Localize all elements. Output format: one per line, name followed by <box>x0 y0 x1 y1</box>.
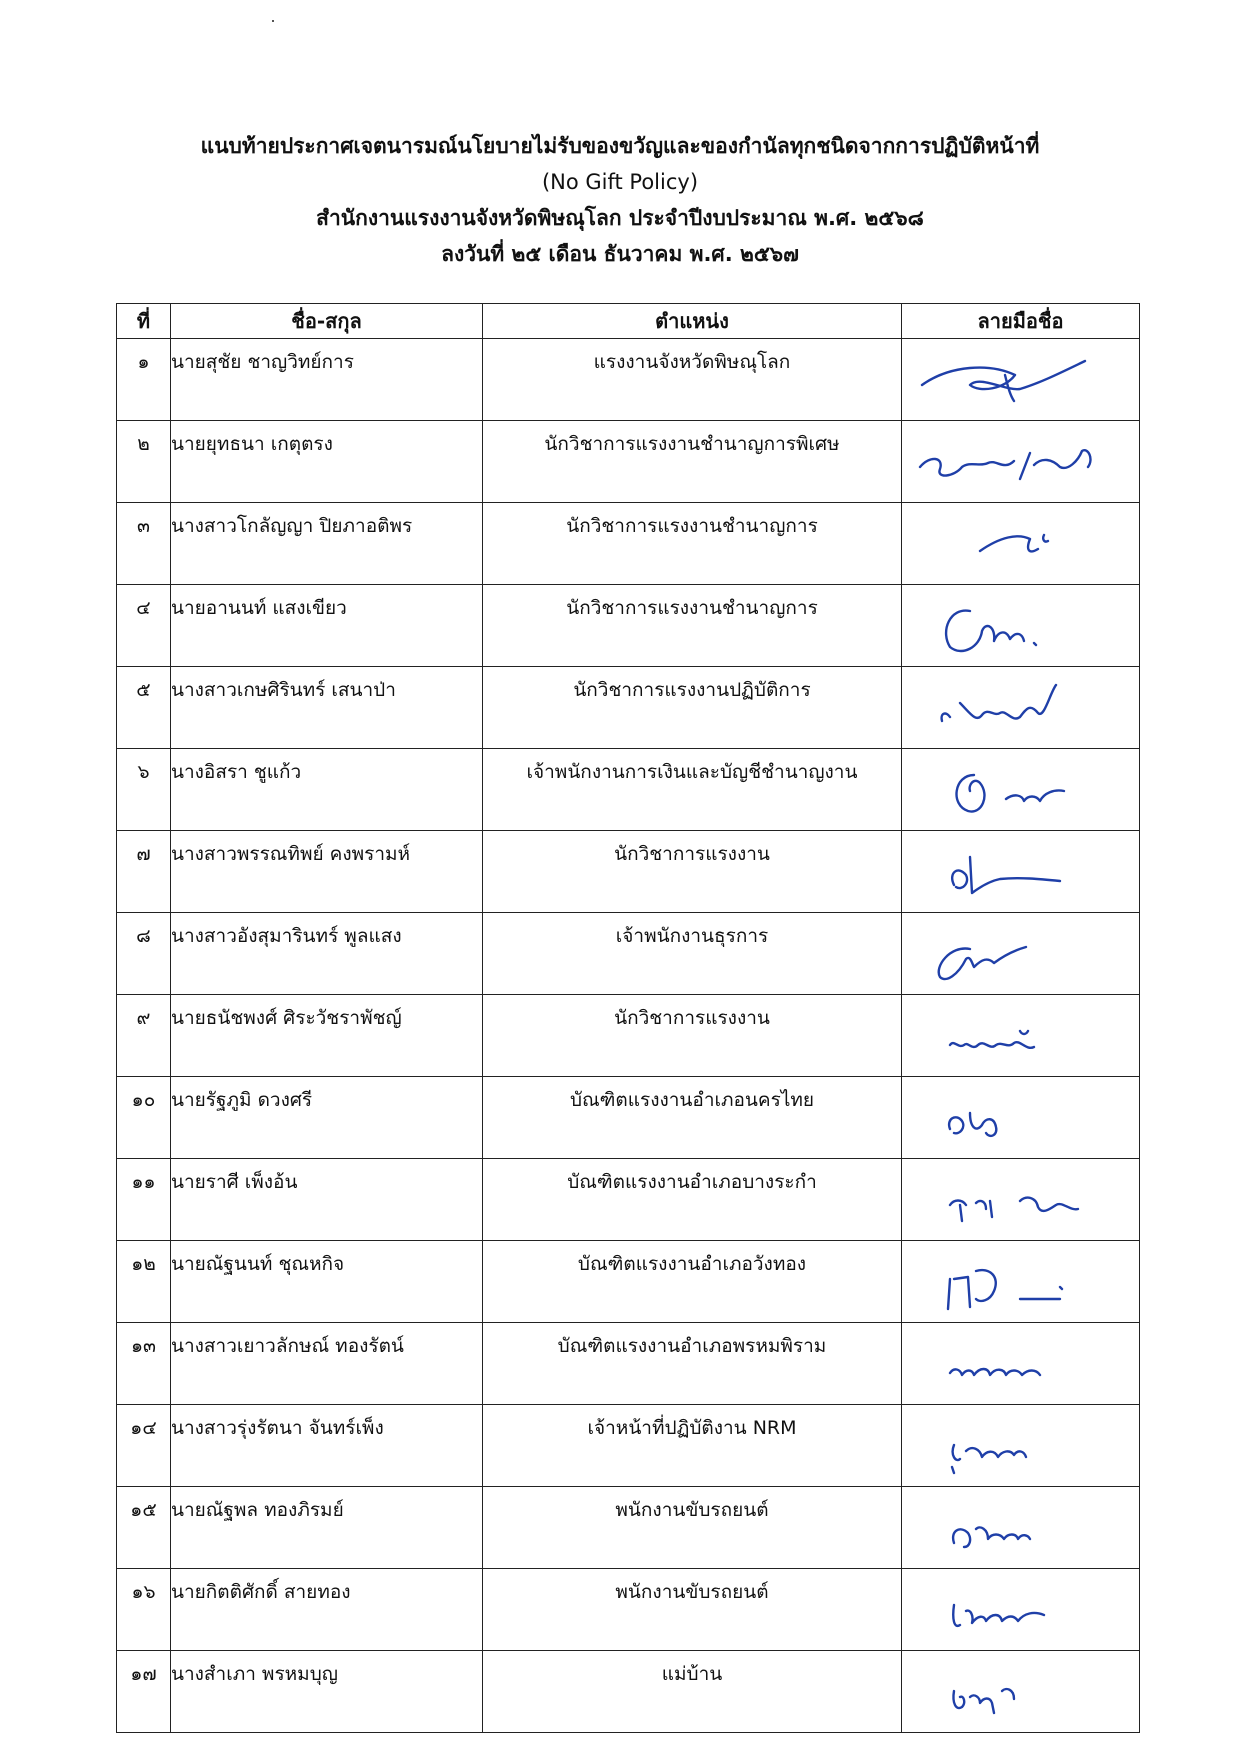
handwritten-signature <box>910 1083 1100 1149</box>
signature-cell <box>902 1651 1140 1733</box>
signature-cell <box>902 1569 1140 1651</box>
row-number: ๑๖ <box>117 1569 171 1651</box>
person-name: นางสาวอังสุมารินทร์ พูลแสง <box>171 913 483 995</box>
signature-stroke <box>946 611 1036 651</box>
row-number: ๔ <box>117 585 171 667</box>
person-position: แรงงานจังหวัดพิษณุโลก <box>483 339 902 421</box>
row-number: ๑๕ <box>117 1487 171 1569</box>
row-number: ๑๓ <box>117 1323 171 1405</box>
table-row <box>117 831 1140 913</box>
signature-stroke <box>953 1527 1030 1547</box>
signature-cell <box>902 913 1140 995</box>
signature-cell <box>902 995 1140 1077</box>
column-header-signature: ลายมือชื่อ <box>902 304 1140 339</box>
table-row <box>117 995 1140 1077</box>
signature-stroke <box>952 1445 1026 1473</box>
signature-stroke <box>939 947 1026 979</box>
header-policy-name: (No Gift Policy) <box>541 170 699 194</box>
scan-speck <box>272 20 274 22</box>
row-number: ๑๗ <box>117 1651 171 1733</box>
table-row <box>117 1405 1140 1487</box>
table-row <box>117 1159 1140 1241</box>
person-position: นักวิชาการแรงงาน <box>483 995 902 1077</box>
table-row <box>117 339 1140 421</box>
table-row <box>117 1651 1140 1733</box>
signature-stroke <box>949 1113 996 1136</box>
person-position: พนักงานขับรถยนต์ <box>483 1569 902 1651</box>
person-position: พนักงานขับรถยนต์ <box>483 1487 902 1569</box>
signature-cell <box>902 1487 1140 1569</box>
person-position: บัณฑิตแรงงานอำเภอบางระกำ <box>483 1159 902 1241</box>
row-number: ๑๔ <box>117 1405 171 1487</box>
handwritten-signature <box>910 1329 1100 1395</box>
person-position: นักวิชาการแรงงาน <box>483 831 902 913</box>
signature-stroke <box>950 1369 1040 1375</box>
person-position: บัณฑิตแรงงานอำเภอนครไทย <box>483 1077 902 1159</box>
person-position: เจ้าพนักงานการเงินและบัญชีชำนาญงาน <box>483 749 902 831</box>
header-title: แนบท้ายประกาศเจตนารมณ์นโยบายไม่รับของขวัญและของกำนัลทุกชนิดจากการปฏิบัติหน้าที่ <box>200 134 1040 158</box>
table-row <box>117 585 1140 667</box>
signature-stroke <box>950 1031 1034 1048</box>
person-position: เจ้าหน้าที่ปฏิบัติงาน NRM <box>483 1405 902 1487</box>
person-position: บัณฑิตแรงงานอำเภอพรหมพิราม <box>483 1323 902 1405</box>
signature-cell <box>902 831 1140 913</box>
person-position: เจ้าพนักงานธุรการ <box>483 913 902 995</box>
document-header <box>0 128 1240 272</box>
person-position: นักวิชาการแรงงานชำนาญการ <box>483 503 902 585</box>
table-row <box>117 913 1140 995</box>
person-name: นางสาวพรรณทิพย์ คงพรามห์ <box>171 831 483 913</box>
row-number: ๒ <box>117 421 171 503</box>
handwritten-signature <box>910 1575 1100 1641</box>
signature-stroke <box>922 361 1085 401</box>
person-name: นายธนัชพงศ์ ศิระวัชราพัชญ์ <box>171 995 483 1077</box>
handwritten-signature <box>910 673 1100 739</box>
person-name: นายกิตติศักดิ์ สายทอง <box>171 1569 483 1651</box>
handwritten-signature <box>910 1247 1100 1313</box>
handwritten-signature <box>910 1493 1100 1559</box>
handwritten-signature <box>910 591 1100 657</box>
row-number: ๓ <box>117 503 171 585</box>
signature-cell <box>902 1159 1140 1241</box>
person-name: นางสาวรุ่งรัตนา จันทร์เพ็ง <box>171 1405 483 1487</box>
person-name: นายณัฐนนท์ ชุณหกิจ <box>171 1241 483 1323</box>
signature-stroke <box>948 1270 1062 1309</box>
person-name: นางสาวโกลัญญา ปิยภาอติพร <box>171 503 483 585</box>
person-name: นางสำเภา พรหมบุญ <box>171 1651 483 1733</box>
table-row <box>117 1487 1140 1569</box>
table-row <box>117 749 1140 831</box>
column-header-no: ที่ <box>117 304 171 339</box>
signature-stroke <box>952 857 1060 893</box>
handwritten-signature <box>910 427 1100 493</box>
table-body <box>117 339 1140 1733</box>
handwritten-signature <box>910 755 1100 821</box>
table-row <box>117 503 1140 585</box>
person-position: บัณฑิตแรงงานอำเภอวังทอง <box>483 1241 902 1323</box>
row-number: ๑๐ <box>117 1077 171 1159</box>
person-name: นายสุชัย ชาญวิทย์การ <box>171 339 483 421</box>
handwritten-signature <box>910 1657 1100 1723</box>
table-row <box>117 1241 1140 1323</box>
signature-table <box>116 303 1140 1733</box>
table-row <box>117 1077 1140 1159</box>
row-number: ๘ <box>117 913 171 995</box>
person-name: นายณัฐพล ทองภิรมย์ <box>171 1487 483 1569</box>
signature-cell <box>902 421 1140 503</box>
row-number: ๑๑ <box>117 1159 171 1241</box>
signature-cell <box>902 749 1140 831</box>
header-date: ลงวันที่ ๒๕ เดือน ธันวาคม พ.ศ. ๒๕๖๗ <box>441 242 799 266</box>
person-name: นายราศี เพ็งอ้น <box>171 1159 483 1241</box>
table-row <box>117 1569 1140 1651</box>
signature-stroke <box>980 535 1048 551</box>
signature-cell <box>902 1405 1140 1487</box>
row-number: ๖ <box>117 749 171 831</box>
signature-stroke <box>953 1689 1014 1713</box>
handwritten-signature <box>910 509 1100 575</box>
person-position: นักวิชาการแรงงานชำนาญการ <box>483 585 902 667</box>
signature-cell <box>902 1077 1140 1159</box>
signature-cell <box>902 667 1140 749</box>
signature-cell <box>902 503 1140 585</box>
signature-stroke <box>942 685 1056 721</box>
table-row <box>117 667 1140 749</box>
person-name: นายรัฐภูมิ ดวงศรี <box>171 1077 483 1159</box>
person-position: นักวิชาการแรงงานปฏิบัติการ <box>483 667 902 749</box>
row-number: ๗ <box>117 831 171 913</box>
signature-cell <box>902 1323 1140 1405</box>
column-header-position: ตำแหน่ง <box>483 304 902 339</box>
signature-stroke <box>920 450 1090 479</box>
person-position: แม่บ้าน <box>483 1651 902 1733</box>
handwritten-signature <box>910 1165 1100 1231</box>
header-office: สำนักงานแรงงานจังหวัดพิษณุโลก ประจำปีงบประมาณ พ.ศ. ๒๕๖๘ <box>316 206 924 230</box>
handwritten-signature <box>910 919 1100 985</box>
table-row <box>117 421 1140 503</box>
person-name: นายอานนท์ แสงเขียว <box>171 585 483 667</box>
row-number: ๙ <box>117 995 171 1077</box>
signature-cell <box>902 339 1140 421</box>
person-name: นางสาวเยาวลักษณ์ ทองรัตน์ <box>171 1323 483 1405</box>
signature-cell <box>902 585 1140 667</box>
row-number: ๑๒ <box>117 1241 171 1323</box>
row-number: ๑ <box>117 339 171 421</box>
row-number: ๕ <box>117 667 171 749</box>
signature-stroke <box>953 1605 1044 1626</box>
column-header-name: ชื่อ-สกุล <box>171 304 483 339</box>
person-name: นางอิสรา ชูแก้ว <box>171 749 483 831</box>
handwritten-signature <box>910 1411 1100 1477</box>
table-row <box>117 1323 1140 1405</box>
signature-stroke <box>950 1198 1078 1221</box>
person-name: นายยุทธนา เกตุตรง <box>171 421 483 503</box>
signature-stroke <box>957 775 1064 812</box>
handwritten-signature <box>910 1001 1100 1067</box>
person-position: นักวิชาการแรงงานชำนาญการพิเศษ <box>483 421 902 503</box>
table-header-row <box>117 304 1140 339</box>
handwritten-signature <box>910 837 1100 903</box>
person-name: นางสาวเกษศิรินทร์ เสนาป่า <box>171 667 483 749</box>
signature-cell <box>902 1241 1140 1323</box>
handwritten-signature <box>910 345 1100 411</box>
